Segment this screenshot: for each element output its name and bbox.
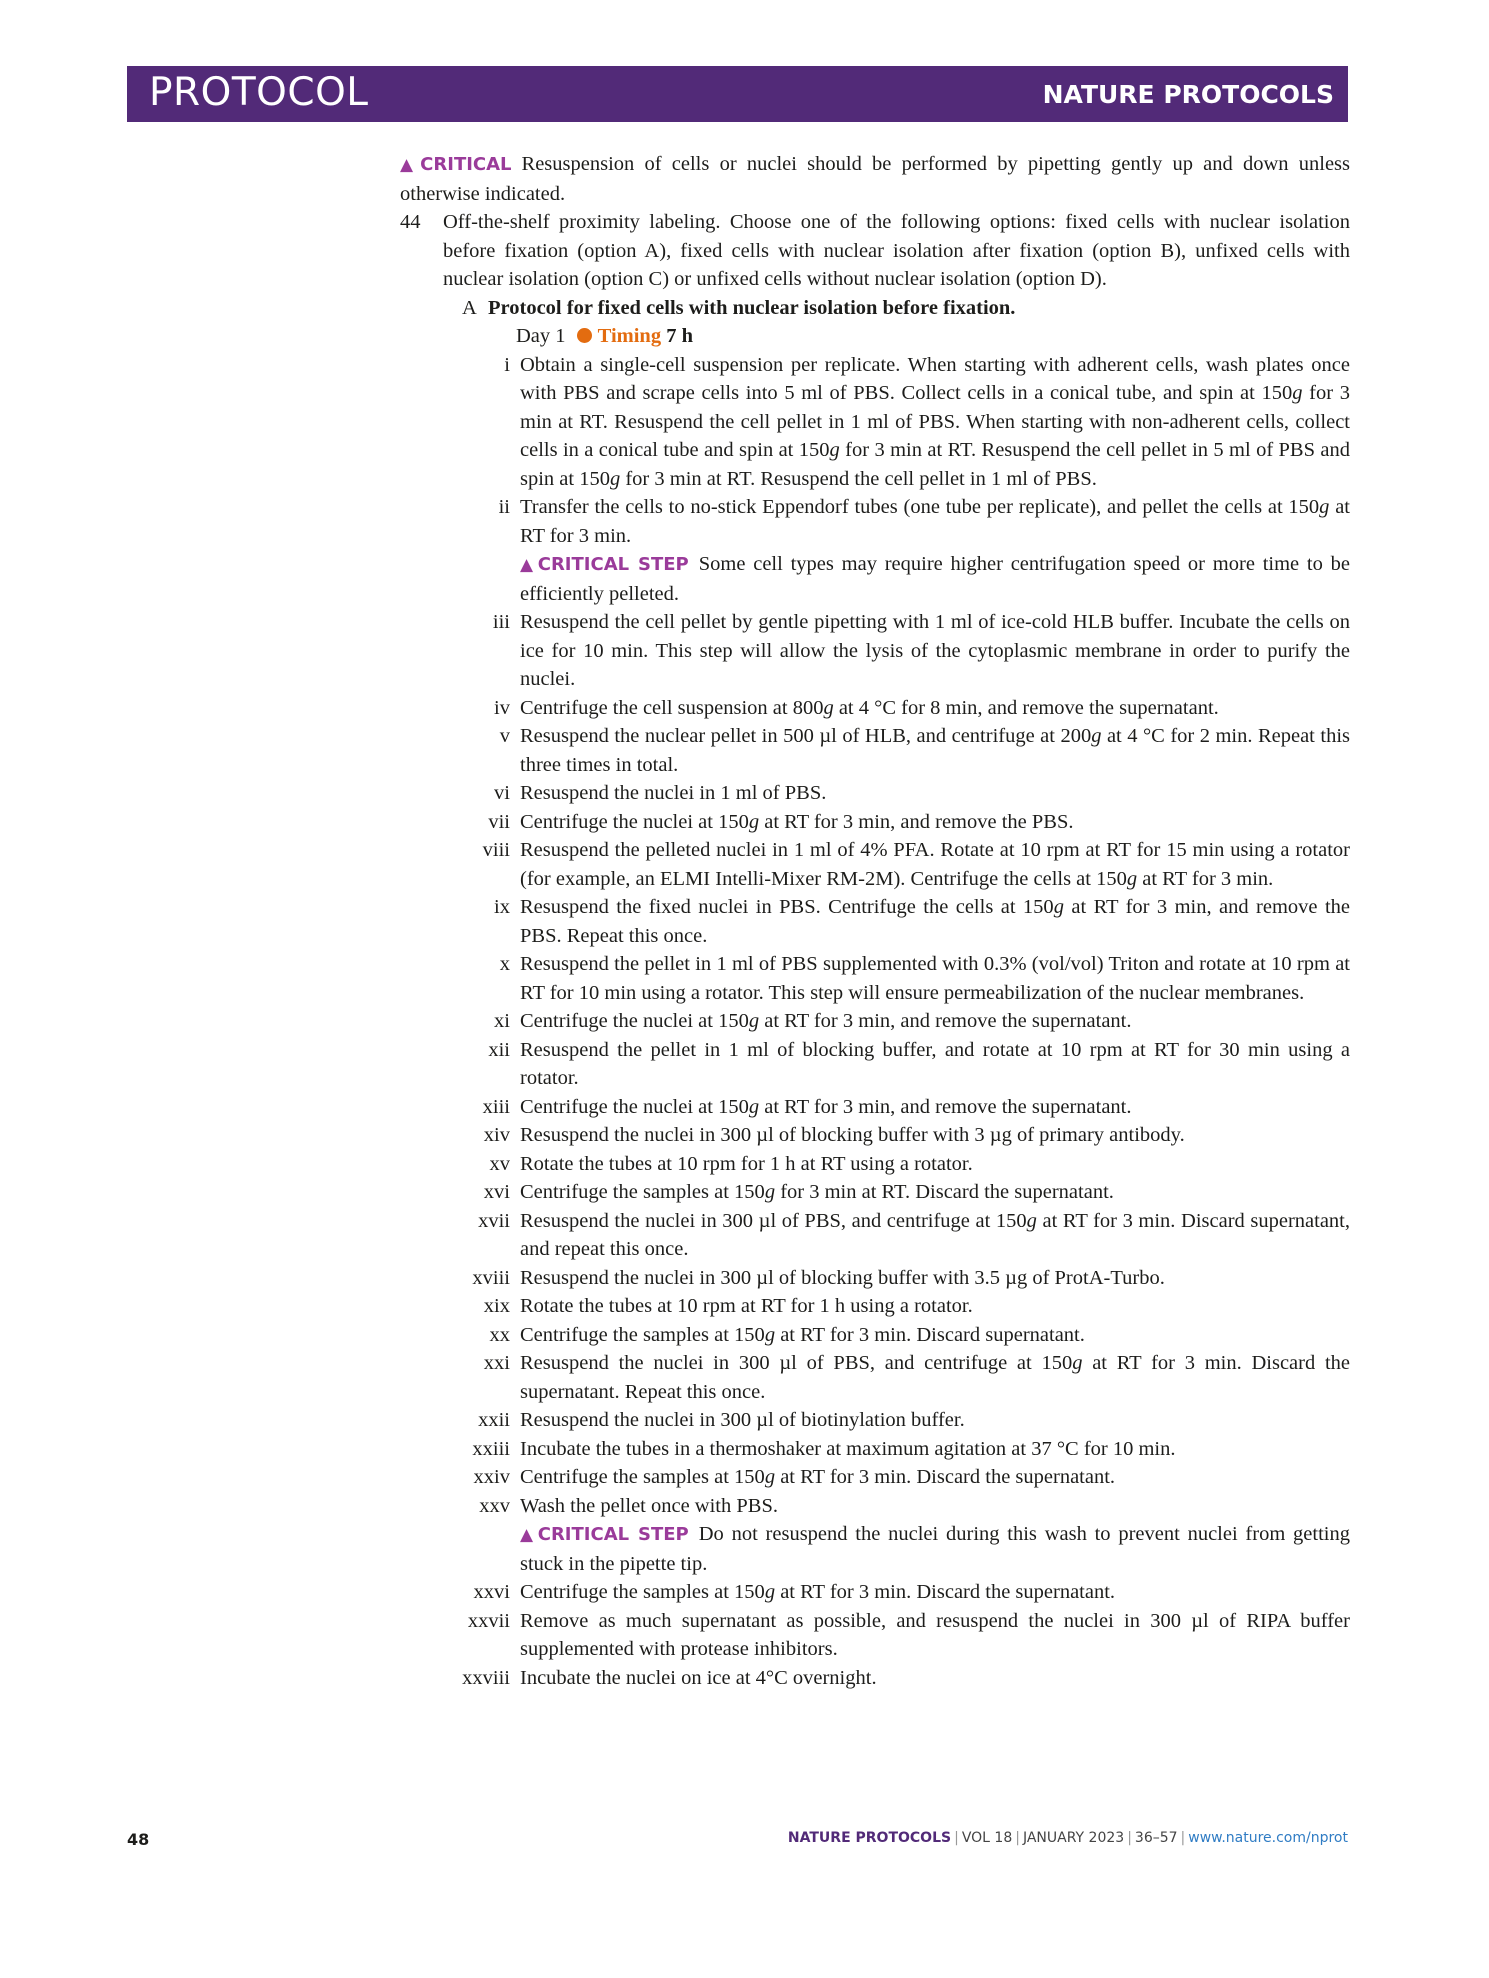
list-item [400,1093,1350,1122]
timing-value: 7 h [666,325,693,347]
list-item [400,1406,1350,1435]
step-numeral: xv [489,1152,510,1175]
step-numeral: xiv [483,1124,510,1146]
list-item [400,351,1350,494]
step-numeral: xxviii [462,1666,510,1689]
list-item [400,893,1350,950]
list-item [400,722,1350,779]
step-44 [400,208,1350,294]
step-number: 44 [400,211,421,233]
warning-triangle-icon: ▲ [520,1525,536,1545]
list-item [400,493,1350,550]
list-item [400,836,1350,893]
step-numeral: xii [488,1038,510,1061]
page-header [127,66,1348,122]
step-text: Obtain a single-cell suspension per replicate. When starting with adherent cells, wash plates once with PBS and scrape cells into 5 ml of PBS. Collect cells in a conical tube, and spin at 150g for 3 min at RT. Resuspend the cell pellet in 1 ml of PBS. When starting with non-adherent cells, collect cells in a conical tube and spin at 150g for 3 min at RT. Resuspend the cell pellet in 5 ml of PBS and spin at 150g for 3 min at RT. Resuspend the cell pellet in 1 ml of PBS. [520,353,1350,490]
step-text: Wash the pellet once with PBS. [520,1494,778,1517]
critical-badge: ▲ CRITICAL [400,154,512,175]
option-title-text: Protocol for fixed cells with nuclear isolation before fixation. [488,296,1016,319]
step-text: Incubate the tubes in a thermoshaker at maximum agitation at 37 °C for 10 min. [520,1437,1176,1460]
step-numeral: xiii [482,1095,510,1118]
option-a-title [400,294,1350,323]
critical-note [400,150,1350,208]
step-numeral: x [499,953,510,975]
list-item [400,1264,1350,1293]
step-list [400,351,1350,1693]
option-letter: A [462,296,477,319]
day-timing [400,322,1350,351]
step-text: Incubate the nuclei on ice at 4°C overnight. [520,1666,877,1689]
step-text: Resuspend the nuclei in 1 ml of PBS. [520,782,827,804]
step-text: Resuspend the pellet in 1 ml of blocking buffer, and rotate at 10 rpm at RT for 30 min using a rotator. [520,1038,1350,1089]
list-item [400,1178,1350,1207]
step-numeral: xxvii [467,1609,510,1632]
step-text: Centrifuge the nuclei at 150g at RT for 3 min, and remove the supernatant. [520,1010,1132,1032]
timing-dot-icon [577,328,592,343]
critical-step-note [400,550,1350,608]
step-numeral: xxiv [473,1466,510,1488]
list-item [400,1321,1350,1350]
step-text: Centrifuge the cell suspension at 800g at 4 °C for 8 min, and remove the supernatant. [520,696,1219,719]
critical-note-text: Resuspension of cells or nuclei should be performed by pipetting gently up and down unless otherwise indicated. [400,153,1350,205]
step-text: Centrifuge the samples at 150g at RT for 3 min. Discard the supernatant. [520,1466,1116,1488]
step-numeral: xix [483,1295,510,1317]
article-body [400,150,1350,1692]
step-text: Resuspend the nuclei in 300 µl of PBS, and centrifuge at 150g at RT for 3 min. Discard supernatant, and repeat this once. [520,1209,1350,1260]
step-numeral: i [504,353,510,376]
step-numeral: xxvi [473,1581,510,1603]
step-numeral: iv [494,696,510,719]
step-numeral: ii [498,496,510,518]
step-text: Off-the-shelf proximity labeling. Choose one of the following options: fixed cells with nuclear isolation before fixation (option A), fixed cells with nuclear isolation after fixation (option B), unfixed cells with nuclear isolation (option C) or unfixed cells without nuclear isolation (option D). [443,211,1350,290]
journal-name: NATURE PROTOCOLS [1042,80,1334,109]
warning-triangle-icon: ▲ [400,155,419,175]
footer-url[interactable]: www.nature.com/nprot [1188,1830,1348,1846]
list-item [400,1292,1350,1321]
step-text: Transfer the cells to no-stick Eppendorf tubes (one tube per replicate), and pellet the cells at 150g at RT for 3 min. [520,496,1350,547]
step-text: Resuspend the pellet in 1 ml of PBS supplemented with 0.3% (vol/vol) Triton and rotate at 10 rpm at RT for 10 min using a rotator. This step will ensure permeabilization of the nuclear membranes. [520,953,1350,1004]
list-item [400,1207,1350,1264]
list-item [400,950,1350,1007]
warning-triangle-icon: ▲ [520,555,536,575]
list-item [400,808,1350,837]
list-item [400,1578,1350,1607]
page-number: 48 [127,1830,150,1849]
step-numeral: xxiii [472,1437,510,1460]
step-numeral: xviii [472,1266,510,1289]
step-text: Resuspend the nuclear pellet in 500 µl of HLB, and centrifuge at 200g at 4 °C for 2 min. Repeat this three times in total. [520,725,1350,776]
step-text: Rotate the tubes at 10 rpm at RT for 1 h using a rotator. [520,1295,973,1317]
step-text: Centrifuge the samples at 150g at RT for 3 min. Discard the supernatant. [520,1581,1116,1603]
list-item [400,1036,1350,1093]
list-item [400,1007,1350,1036]
list-item [400,1492,1350,1521]
step-numeral: xvi [483,1181,510,1203]
step-text: Resuspend the nuclei in 300 µl of blocking buffer with 3 µg of primary antibody. [520,1124,1185,1146]
step-text: Centrifuge the nuclei at 150g at RT for 3 min, and remove the PBS. [520,810,1074,833]
step-numeral: xx [489,1323,510,1346]
step-text: Remove as much supernatant as possible, and resuspend the nuclei in 300 µl of RIPA buffer supplemented with protease inhibitors. [520,1609,1350,1660]
step-numeral: ix [494,896,510,918]
list-item [400,1150,1350,1179]
list-item [400,1607,1350,1664]
footer-journal: NATURE PROTOCOLS [787,1830,952,1846]
page-footer [127,1830,1348,1854]
step-text: Resuspend the nuclei in 300 µl of PBS, and centrifuge at 150g at RT for 3 min. Discard the supernatant. Repeat this once. [520,1352,1351,1403]
footer-volume: VOL 18 [961,1830,1013,1846]
critical-step-text: Some cell types may require higher centrifugation speed or more time to be efficiently pelleted. [520,553,1350,605]
step-numeral: xvii [478,1209,510,1232]
step-numeral: xxi [483,1352,510,1374]
step-text: Centrifuge the samples at 150g for 3 min at RT. Discard the supernatant. [520,1181,1114,1203]
step-numeral: vii [488,810,510,833]
step-text: Resuspend the nuclei in 300 µl of biotinylation buffer. [520,1409,965,1431]
step-text: Resuspend the fixed nuclei in PBS. Centrifuge the cells at 150g at RT for 3 min, and remove the PBS. Repeat this once. [520,896,1350,947]
list-item [400,1349,1350,1406]
critical-step-badge: ▲ CRITICAL STEP [520,1524,689,1545]
step-numeral: iii [492,611,510,633]
footer-date: JANUARY 2023 [1022,1830,1125,1846]
step-numeral: viii [482,839,510,861]
step-text: Rotate the tubes at 10 rpm for 1 h at RT using a rotator. [520,1152,973,1175]
step-numeral: xxv [479,1494,510,1517]
step-numeral: xxii [478,1409,510,1431]
footer-pages: 36–57 [1134,1830,1178,1846]
list-item [400,1121,1350,1150]
critical-step-text: Do not resuspend the nuclei during this wash to prevent nuclei from getting stuck in the pipette tip. [520,1523,1350,1575]
step-numeral: xi [494,1010,510,1032]
step-text: Resuspend the nuclei in 300 µl of blocking buffer with 3.5 µg of ProtA-Turbo. [520,1266,1165,1289]
step-numeral: vi [494,782,510,804]
step-numeral: v [499,725,510,747]
timing-label: Timing [597,325,662,347]
critical-step-badge: ▲ CRITICAL STEP [520,554,689,575]
citation: NATURE PROTOCOLS | VOL 18 | JANUARY 2023 | 36–57 | www.nature.com/nprot [787,1830,1348,1846]
list-item [400,694,1350,723]
list-item [400,608,1350,694]
list-item [400,1435,1350,1464]
critical-step-note [400,1520,1350,1578]
step-text: Resuspend the cell pellet by gentle pipetting with 1 ml of ice-cold HLB buffer. Incubate the cells on ice for 10 min. This step will allow the lysis of the cytoplasmic membrane in order to purify the nuclei. [520,611,1350,690]
section-label: PROTOCOL [149,70,369,115]
step-text: Centrifuge the samples at 150g at RT for 3 min. Discard supernatant. [520,1323,1085,1346]
step-text: Resuspend the pelleted nuclei in 1 ml of 4% PFA. Rotate at 10 rpm at RT for 15 min using a rotator (for example, an ELMI Intelli-Mixer RM-2M). Centrifuge the cells at 150g at RT for 3 min. [520,839,1350,890]
list-item [400,1664,1350,1693]
list-item [400,779,1350,808]
day-label: Day 1 [516,325,566,347]
list-item [400,1463,1350,1492]
step-text: Centrifuge the nuclei at 150g at RT for 3 min, and remove the supernatant. [520,1095,1132,1118]
